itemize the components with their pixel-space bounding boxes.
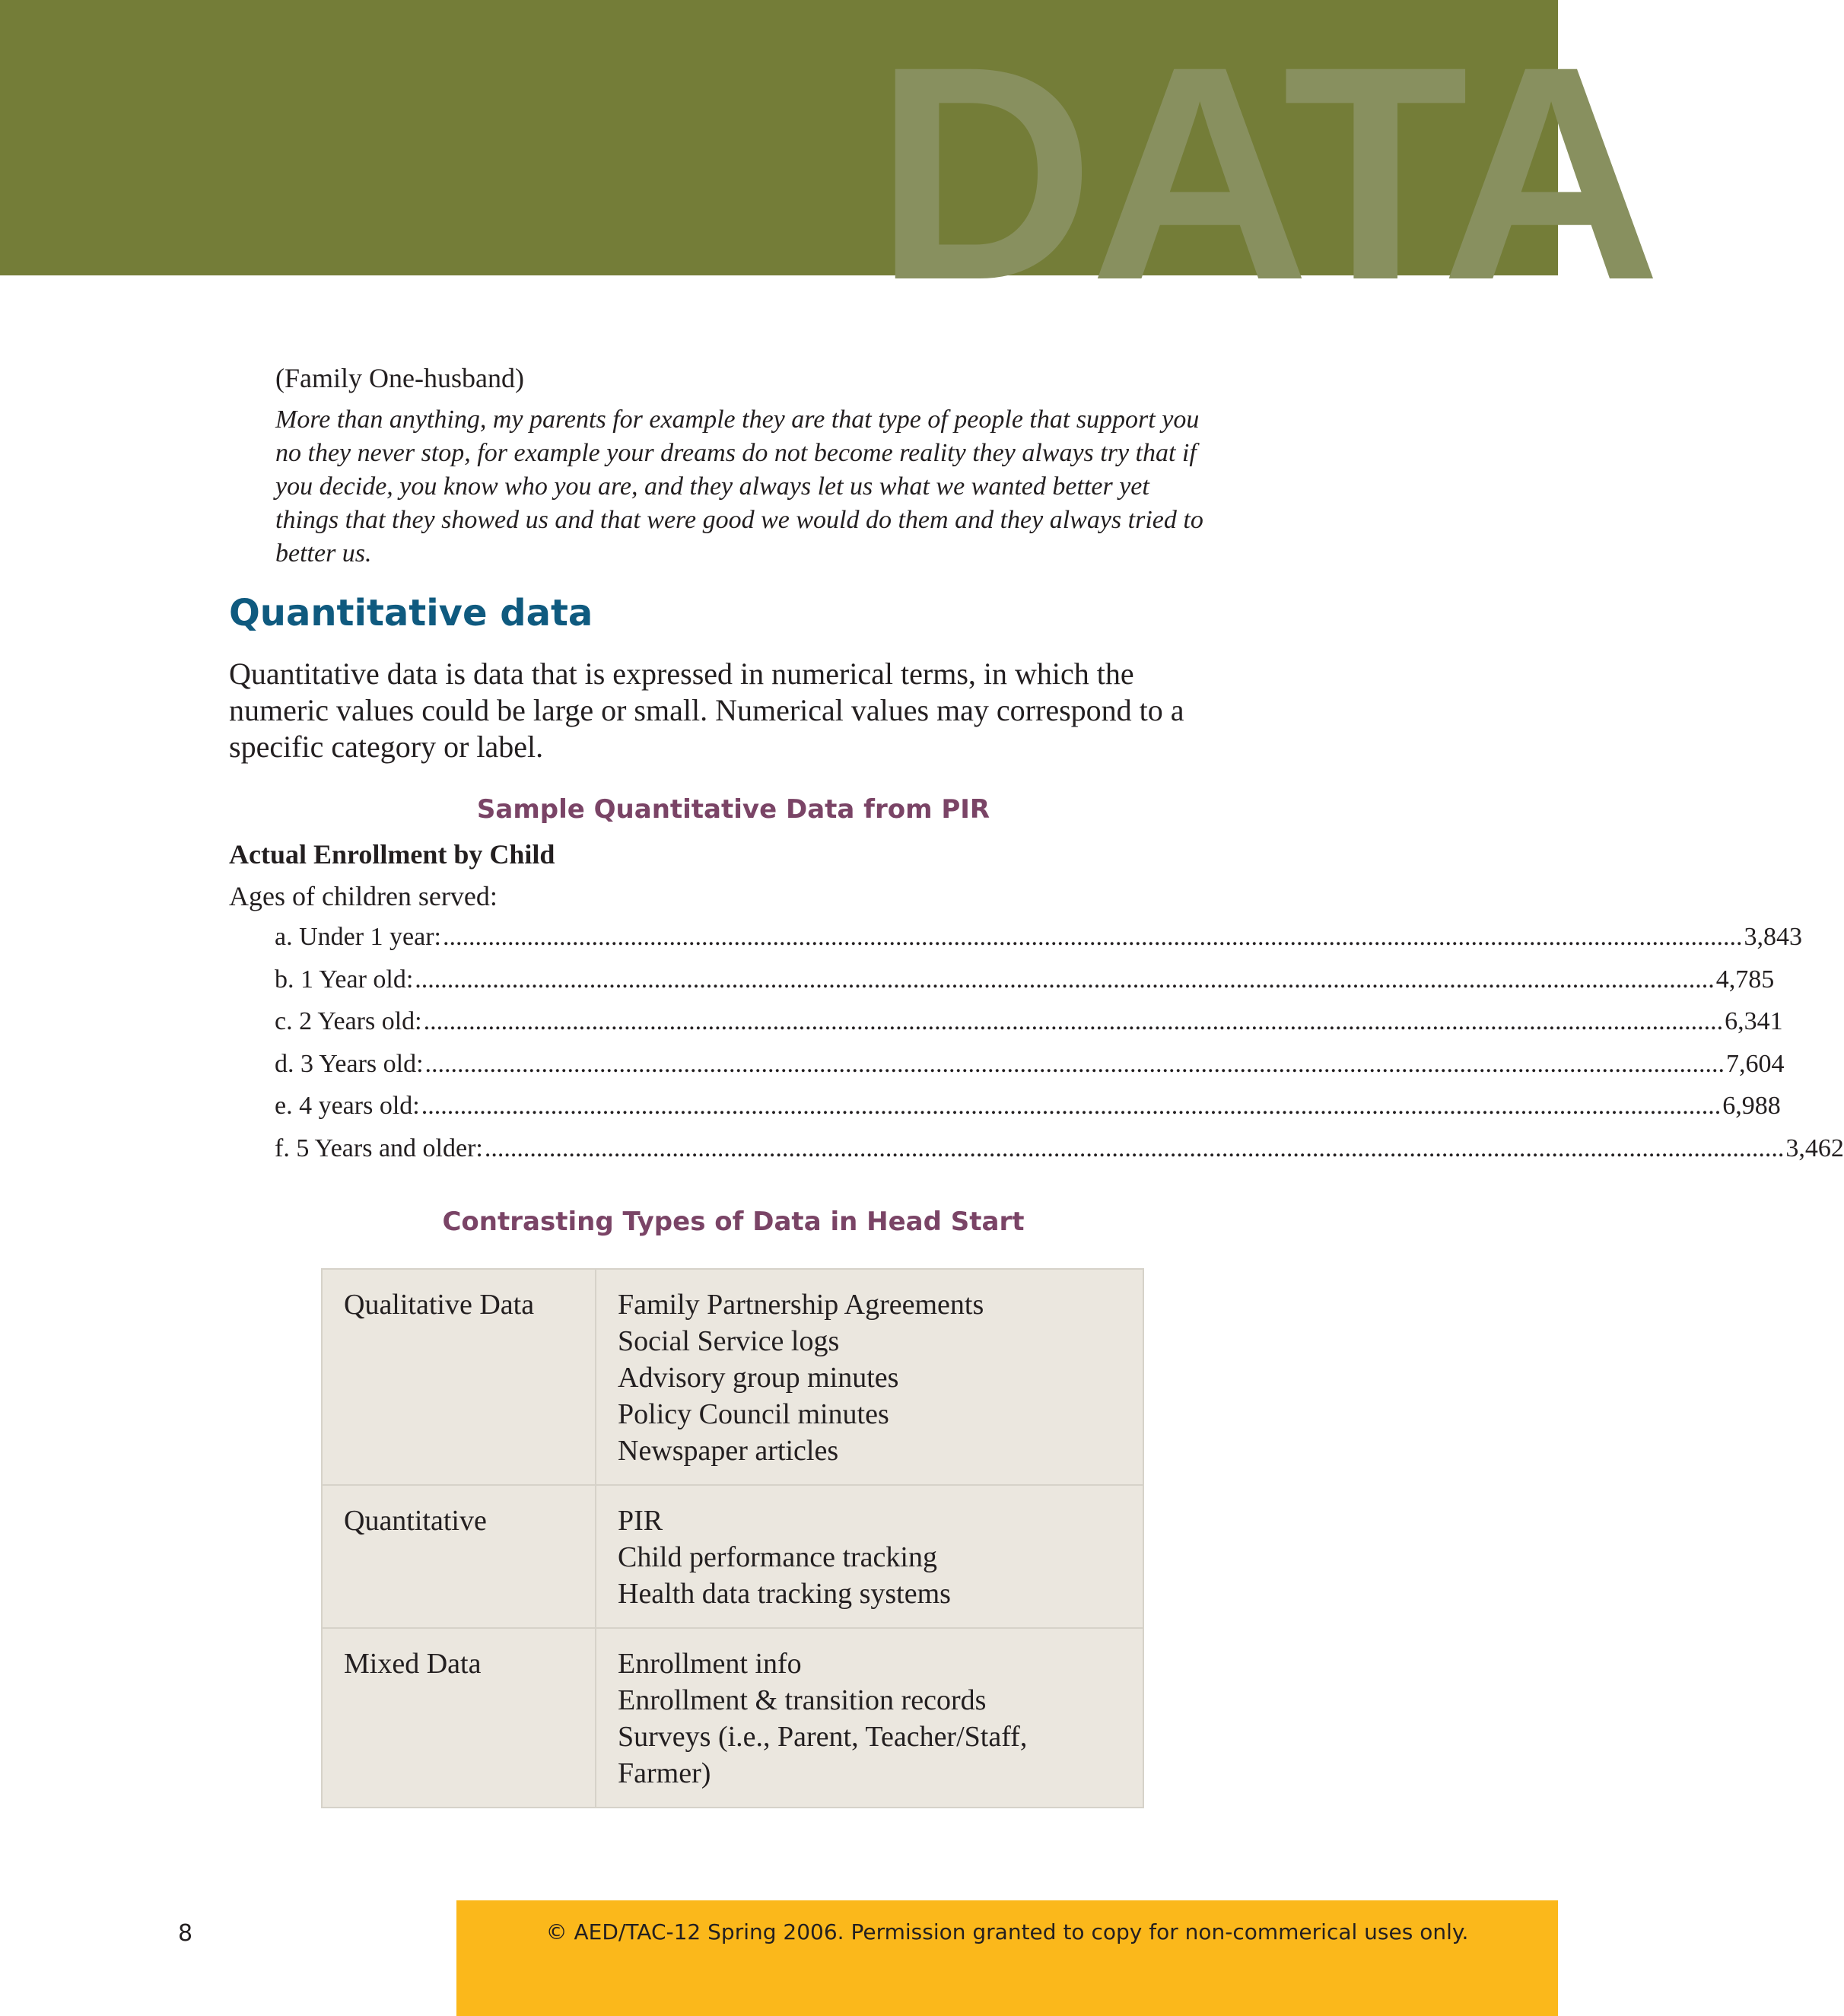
age-label: e. 4 years old: xyxy=(275,1092,420,1120)
contrast-heading: Contrasting Types of Data in Head Start xyxy=(442,1207,1025,1237)
header-watermark: DATA xyxy=(875,3,1657,343)
dot-leader xyxy=(424,1003,1724,1040)
list-item xyxy=(275,1003,1783,1046)
age-value: 3,462 xyxy=(1785,1134,1844,1162)
example-line: Child performance tracking xyxy=(618,1541,937,1573)
table-row xyxy=(322,1628,1143,1808)
example-line: PIR xyxy=(618,1505,663,1537)
dot-leader xyxy=(421,1088,1722,1124)
example-line: Surveys (i.e., Parent, Teacher/Staff, xyxy=(618,1721,1028,1753)
page-number: 8 xyxy=(178,1920,193,1947)
data-type-cell: Mixed Data xyxy=(322,1628,596,1808)
data-type-cell: Quantitative xyxy=(322,1485,596,1628)
age-value: 4,785 xyxy=(1715,965,1775,994)
age-label: b. 1 Year old: xyxy=(275,965,414,994)
age-value: 7,604 xyxy=(1726,1049,1785,1078)
list-item xyxy=(275,919,1803,962)
table-row xyxy=(322,1269,1143,1485)
section-heading: Quantitative data xyxy=(229,592,593,634)
quote-attribution: (Family One-husband) xyxy=(275,363,524,393)
example-line: Policy Council minutes xyxy=(618,1398,889,1430)
example-line: Enrollment & transition records xyxy=(618,1684,987,1716)
examples-cell xyxy=(596,1628,1143,1808)
age-value: 6,988 xyxy=(1722,1092,1781,1120)
dot-leader xyxy=(443,919,1743,956)
enrollment-subtitle: Ages of children served: xyxy=(229,881,498,911)
examples-cell xyxy=(596,1269,1143,1485)
dot-leader xyxy=(485,1130,1785,1167)
dot-leader xyxy=(425,1046,1725,1083)
example-line: Social Service logs xyxy=(618,1325,840,1357)
example-line: Newspaper articles xyxy=(618,1435,839,1467)
age-label: f. 5 Years and older: xyxy=(275,1134,483,1162)
footer-band xyxy=(456,1900,1558,2016)
example-line: Health data tracking systems xyxy=(618,1578,951,1610)
age-label: d. 3 Years old: xyxy=(275,1049,424,1078)
list-item xyxy=(275,1088,1781,1130)
header-band xyxy=(0,0,1657,343)
sample-heading: Sample Quantitative Data from PIR xyxy=(476,794,990,825)
age-value: 6,341 xyxy=(1725,1007,1783,1035)
list-item xyxy=(275,1130,1844,1173)
example-line: Advisory group minutes xyxy=(618,1362,899,1394)
example-line: Enrollment info xyxy=(618,1648,802,1680)
enrollment-title: Actual Enrollment by Child xyxy=(229,839,555,870)
example-line: Farmer) xyxy=(618,1757,711,1789)
intro-paragraph: Quantitative data is data that is expressed in numerical terms, in which the numeric values could be large or small. Numerical values may correspond to a specific category or label. xyxy=(229,657,1184,764)
examples-cell xyxy=(596,1485,1143,1628)
example-line: Family Partnership Agreements xyxy=(618,1289,984,1321)
list-item xyxy=(275,962,1775,1004)
dot-leader xyxy=(415,962,1715,998)
age-label: c. 2 Years old: xyxy=(275,1007,422,1035)
copyright-notice: © AED/TAC-12 Spring 2006. Permission granted to copy for non-commerical uses only. xyxy=(545,1919,1469,1944)
table-row xyxy=(322,1485,1143,1628)
data-type-cell: Qualitative Data xyxy=(322,1269,596,1485)
age-value: 3,843 xyxy=(1744,923,1803,951)
quote-text: More than anything, my parents for example they are that type of people that support you no they never stop, for example your dreams do not become reality they always try that if you decide, you know who you are, and they always let us what we wanted better yet things that they showed us and that were good we would do them and they always tried to better us. xyxy=(275,405,1203,568)
contrast-table xyxy=(321,1268,1144,1808)
age-label: a. Under 1 year: xyxy=(275,923,442,951)
age-list xyxy=(275,919,1844,1172)
list-item xyxy=(275,1046,1785,1089)
